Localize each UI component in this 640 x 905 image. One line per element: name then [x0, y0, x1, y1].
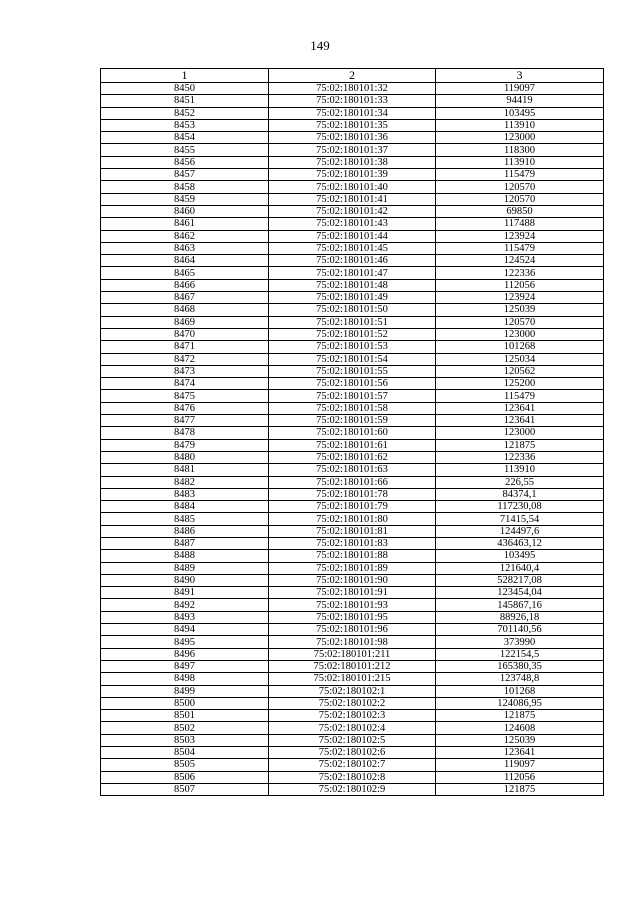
cadastral-number-cell: 75:02:180101:42: [269, 205, 436, 217]
value-cell: 121875: [436, 710, 604, 722]
table-row: [101, 107, 604, 119]
value-cell: 120570: [436, 316, 604, 328]
table-row: [101, 574, 604, 586]
row-number-cell: 8501: [101, 710, 269, 722]
cadastral-number-cell: 75:02:180101:44: [269, 230, 436, 242]
cadastral-number-cell: 75:02:180101:88: [269, 550, 436, 562]
cadastral-number-cell: 75:02:180101:96: [269, 624, 436, 636]
cadastral-number-cell: 75:02:180102:4: [269, 722, 436, 734]
row-number-cell: 8485: [101, 513, 269, 525]
row-number-cell: 8454: [101, 132, 269, 144]
value-cell: 145867,16: [436, 599, 604, 611]
value-cell: 123641: [436, 747, 604, 759]
value-cell: 124524: [436, 255, 604, 267]
table-row: [101, 415, 604, 427]
table-row: [101, 439, 604, 451]
cadastral-number-cell: 75:02:180101:211: [269, 648, 436, 660]
row-number-cell: 8463: [101, 242, 269, 254]
value-cell: 226,55: [436, 476, 604, 488]
column-header-2: 2: [269, 69, 436, 83]
cadastral-number-cell: 75:02:180101:57: [269, 390, 436, 402]
value-cell: 121640,4: [436, 562, 604, 574]
table-row: [101, 230, 604, 242]
cadastral-number-cell: 75:02:180101:53: [269, 341, 436, 353]
row-number-cell: 8498: [101, 673, 269, 685]
value-cell: 112056: [436, 771, 604, 783]
cadastral-number-cell: 75:02:180101:47: [269, 267, 436, 279]
table-row: [101, 218, 604, 230]
table-row: [101, 783, 604, 795]
cadastral-number-cell: 75:02:180101:46: [269, 255, 436, 267]
value-cell: 117230,08: [436, 501, 604, 513]
value-cell: 123000: [436, 328, 604, 340]
value-cell: 113910: [436, 119, 604, 131]
cadastral-number-cell: 75:02:180101:98: [269, 636, 436, 648]
value-cell: 120570: [436, 181, 604, 193]
row-number-cell: 8467: [101, 292, 269, 304]
cadastral-number-cell: 75:02:180101:56: [269, 378, 436, 390]
cadastral-number-cell: 75:02:180101:78: [269, 488, 436, 500]
row-number-cell: 8496: [101, 648, 269, 660]
row-number-cell: 8486: [101, 525, 269, 537]
table-row: [101, 648, 604, 660]
cadastral-number-cell: 75:02:180101:79: [269, 501, 436, 513]
row-number-cell: 8455: [101, 144, 269, 156]
table-row: [101, 304, 604, 316]
row-number-cell: 8478: [101, 427, 269, 439]
row-number-cell: 8499: [101, 685, 269, 697]
table-row: [101, 292, 604, 304]
value-cell: 121875: [436, 439, 604, 451]
cadastral-number-cell: 75:02:180101:63: [269, 464, 436, 476]
cadastral-number-cell: 75:02:180102:3: [269, 710, 436, 722]
row-number-cell: 8469: [101, 316, 269, 328]
row-number-cell: 8466: [101, 279, 269, 291]
row-number-cell: 8490: [101, 574, 269, 586]
cadastral-number-cell: 75:02:180102:1: [269, 685, 436, 697]
table-row: [101, 83, 604, 95]
table-row: [101, 673, 604, 685]
cadastral-number-cell: 75:02:180101:37: [269, 144, 436, 156]
row-number-cell: 8481: [101, 464, 269, 476]
table-row: [101, 255, 604, 267]
row-number-cell: 8471: [101, 341, 269, 353]
cadastral-number-cell: 75:02:180101:58: [269, 402, 436, 414]
row-number-cell: 8474: [101, 378, 269, 390]
value-cell: 121875: [436, 783, 604, 795]
table-row: [101, 587, 604, 599]
row-number-cell: 8495: [101, 636, 269, 648]
value-cell: 122154,5: [436, 648, 604, 660]
table-row: [101, 132, 604, 144]
table-row: [101, 710, 604, 722]
row-number-cell: 8493: [101, 611, 269, 623]
row-number-cell: 8468: [101, 304, 269, 316]
cadastral-number-cell: 75:02:180101:51: [269, 316, 436, 328]
table-row: [101, 328, 604, 340]
table-row: [101, 365, 604, 377]
table-header: [101, 69, 604, 83]
value-cell: 123454,04: [436, 587, 604, 599]
value-cell: 117488: [436, 218, 604, 230]
row-number-cell: 8491: [101, 587, 269, 599]
cadastral-number-cell: 75:02:180101:40: [269, 181, 436, 193]
cadastral-number-cell: 75:02:180101:80: [269, 513, 436, 525]
row-number-cell: 8451: [101, 95, 269, 107]
value-cell: 125039: [436, 304, 604, 316]
value-cell: 125034: [436, 353, 604, 365]
table-row: [101, 353, 604, 365]
table-row: [101, 341, 604, 353]
value-cell: 103495: [436, 107, 604, 119]
table-row: [101, 242, 604, 254]
value-cell: 123748,8: [436, 673, 604, 685]
value-cell: 373990: [436, 636, 604, 648]
row-number-cell: 8470: [101, 328, 269, 340]
table-row: [101, 95, 604, 107]
cadastral-number-cell: 75:02:180101:60: [269, 427, 436, 439]
cadastral-number-cell: 75:02:180101:81: [269, 525, 436, 537]
row-number-cell: 8458: [101, 181, 269, 193]
table-row: [101, 378, 604, 390]
row-number-cell: 8476: [101, 402, 269, 414]
cadastral-number-cell: 75:02:180101:52: [269, 328, 436, 340]
cadastral-number-cell: 75:02:180101:61: [269, 439, 436, 451]
cadastral-number-cell: 75:02:180101:43: [269, 218, 436, 230]
row-number-cell: 8450: [101, 83, 269, 95]
table-row: [101, 599, 604, 611]
cadastral-number-cell: 75:02:180101:41: [269, 193, 436, 205]
table-row: [101, 513, 604, 525]
row-number-cell: 8457: [101, 169, 269, 181]
row-number-cell: 8461: [101, 218, 269, 230]
table-row: [101, 624, 604, 636]
value-cell: 701140,56: [436, 624, 604, 636]
row-number-cell: 8483: [101, 488, 269, 500]
value-cell: 123924: [436, 292, 604, 304]
row-number-cell: 8456: [101, 156, 269, 168]
cadastral-number-cell: 75:02:180101:34: [269, 107, 436, 119]
value-cell: 124497,6: [436, 525, 604, 537]
cadastral-number-cell: 75:02:180101:83: [269, 537, 436, 549]
row-number-cell: 8462: [101, 230, 269, 242]
value-cell: 71415,54: [436, 513, 604, 525]
table-row: [101, 537, 604, 549]
table-row: [101, 390, 604, 402]
value-cell: 125039: [436, 734, 604, 746]
header-row: [101, 69, 604, 83]
table-body: [101, 83, 604, 796]
value-cell: 112056: [436, 279, 604, 291]
table-row: [101, 476, 604, 488]
table-row: [101, 316, 604, 328]
row-number-cell: 8453: [101, 119, 269, 131]
table-row: [101, 550, 604, 562]
row-number-cell: 8506: [101, 771, 269, 783]
cadastral-number-cell: 75:02:180101:59: [269, 415, 436, 427]
table-row: [101, 119, 604, 131]
cadastral-number-cell: 75:02:180101:33: [269, 95, 436, 107]
column-header-3: 3: [436, 69, 604, 83]
row-number-cell: 8475: [101, 390, 269, 402]
cadastral-number-cell: 75:02:180101:54: [269, 353, 436, 365]
cadastral-number-cell: 75:02:180101:90: [269, 574, 436, 586]
row-number-cell: 8507: [101, 783, 269, 795]
value-cell: 94419: [436, 95, 604, 107]
row-number-cell: 8480: [101, 451, 269, 463]
row-number-cell: 8459: [101, 193, 269, 205]
row-number-cell: 8500: [101, 697, 269, 709]
value-cell: 119097: [436, 759, 604, 771]
table-row: [101, 722, 604, 734]
value-cell: 123000: [436, 427, 604, 439]
table-row: [101, 685, 604, 697]
cadastral-number-cell: 75:02:180101:39: [269, 169, 436, 181]
row-number-cell: 8482: [101, 476, 269, 488]
value-cell: 528217,08: [436, 574, 604, 586]
table-row: [101, 660, 604, 672]
cadastral-number-cell: 75:02:180101:35: [269, 119, 436, 131]
row-number-cell: 8492: [101, 599, 269, 611]
value-cell: 120570: [436, 193, 604, 205]
table-row: [101, 169, 604, 181]
row-number-cell: 8464: [101, 255, 269, 267]
table-row: [101, 267, 604, 279]
value-cell: 101268: [436, 341, 604, 353]
row-number-cell: 8452: [101, 107, 269, 119]
row-number-cell: 8488: [101, 550, 269, 562]
cadastral-number-cell: 75:02:180101:55: [269, 365, 436, 377]
row-number-cell: 8479: [101, 439, 269, 451]
value-cell: 115479: [436, 169, 604, 181]
value-cell: 124086,95: [436, 697, 604, 709]
table-row: [101, 636, 604, 648]
cadastral-number-cell: 75:02:180101:49: [269, 292, 436, 304]
table-row: [101, 697, 604, 709]
row-number-cell: 8504: [101, 747, 269, 759]
cadastral-number-cell: 75:02:180101:38: [269, 156, 436, 168]
cadastral-number-cell: 75:02:180101:66: [269, 476, 436, 488]
row-number-cell: 8460: [101, 205, 269, 217]
cadastral-number-cell: 75:02:180101:32: [269, 83, 436, 95]
row-number-cell: 8494: [101, 624, 269, 636]
cadastral-number-cell: 75:02:180102:2: [269, 697, 436, 709]
row-number-cell: 8489: [101, 562, 269, 574]
table-row: [101, 759, 604, 771]
row-number-cell: 8472: [101, 353, 269, 365]
row-number-cell: 8465: [101, 267, 269, 279]
row-number-cell: 8503: [101, 734, 269, 746]
row-number-cell: 8502: [101, 722, 269, 734]
cadastral-number-cell: 75:02:180102:8: [269, 771, 436, 783]
value-cell: 125200: [436, 378, 604, 390]
table-row: [101, 205, 604, 217]
cadastral-number-cell: 75:02:180102:9: [269, 783, 436, 795]
value-cell: 122336: [436, 267, 604, 279]
table-row: [101, 193, 604, 205]
row-number-cell: 8477: [101, 415, 269, 427]
value-cell: 113910: [436, 156, 604, 168]
cadastral-number-cell: 75:02:180101:93: [269, 599, 436, 611]
table-row: [101, 156, 604, 168]
cadastral-number-cell: 75:02:180101:89: [269, 562, 436, 574]
value-cell: 165380,35: [436, 660, 604, 672]
cadastral-number-cell: 75:02:180101:36: [269, 132, 436, 144]
cadastral-number-cell: 75:02:180101:215: [269, 673, 436, 685]
registry-table: [100, 68, 604, 796]
value-cell: 118300: [436, 144, 604, 156]
row-number-cell: 8505: [101, 759, 269, 771]
value-cell: 123641: [436, 402, 604, 414]
value-cell: 122336: [436, 451, 604, 463]
value-cell: 88926,18: [436, 611, 604, 623]
value-cell: 123924: [436, 230, 604, 242]
cadastral-number-cell: 75:02:180101:212: [269, 660, 436, 672]
value-cell: 84374,1: [436, 488, 604, 500]
value-cell: 123000: [436, 132, 604, 144]
cadastral-number-cell: 75:02:180102:6: [269, 747, 436, 759]
row-number-cell: 8497: [101, 660, 269, 672]
table-row: [101, 525, 604, 537]
value-cell: 115479: [436, 390, 604, 402]
value-cell: 124608: [436, 722, 604, 734]
value-cell: 103495: [436, 550, 604, 562]
cadastral-number-cell: 75:02:180102:5: [269, 734, 436, 746]
table-row: [101, 501, 604, 513]
cadastral-number-cell: 75:02:180101:62: [269, 451, 436, 463]
value-cell: 113910: [436, 464, 604, 476]
table-row: [101, 279, 604, 291]
cadastral-number-cell: 75:02:180102:7: [269, 759, 436, 771]
row-number-cell: 8487: [101, 537, 269, 549]
page-number: 149: [310, 38, 330, 53]
row-number-cell: 8484: [101, 501, 269, 513]
cadastral-number-cell: 75:02:180101:91: [269, 587, 436, 599]
table-row: [101, 771, 604, 783]
table-row: [101, 464, 604, 476]
table-row: [101, 402, 604, 414]
cadastral-number-cell: 75:02:180101:45: [269, 242, 436, 254]
value-cell: 119097: [436, 83, 604, 95]
value-cell: 69850: [436, 205, 604, 217]
cadastral-number-cell: 75:02:180101:95: [269, 611, 436, 623]
table-row: [101, 451, 604, 463]
value-cell: 436463,12: [436, 537, 604, 549]
table-row: [101, 734, 604, 746]
value-cell: 120562: [436, 365, 604, 377]
column-header-1: 1: [101, 69, 269, 83]
table-row: [101, 488, 604, 500]
value-cell: 123641: [436, 415, 604, 427]
cadastral-number-cell: 75:02:180101:50: [269, 304, 436, 316]
table-row: [101, 144, 604, 156]
table-row: [101, 611, 604, 623]
value-cell: 101268: [436, 685, 604, 697]
table-row: [101, 427, 604, 439]
table-row: [101, 181, 604, 193]
row-number-cell: 8473: [101, 365, 269, 377]
cadastral-number-cell: 75:02:180101:48: [269, 279, 436, 291]
table-row: [101, 747, 604, 759]
value-cell: 115479: [436, 242, 604, 254]
table-row: [101, 562, 604, 574]
